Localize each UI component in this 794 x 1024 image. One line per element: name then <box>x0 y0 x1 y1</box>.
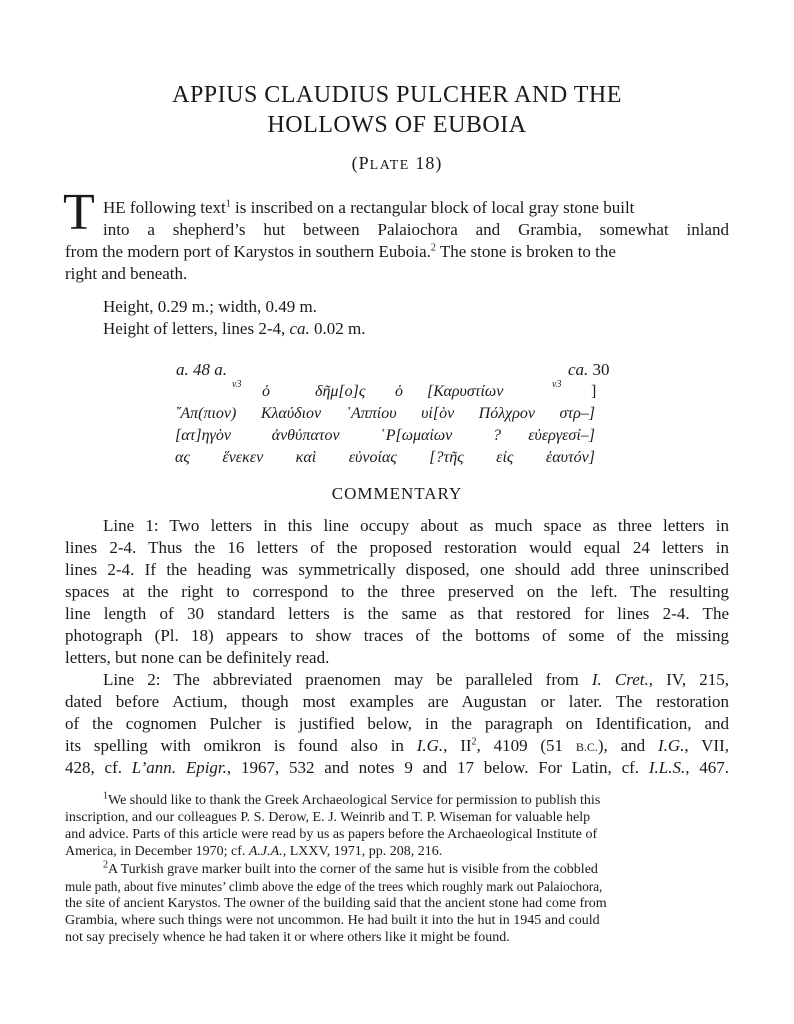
plate-number: 18) <box>409 153 443 173</box>
commentary-line: letters, but none can be definitely read. <box>65 648 330 667</box>
commentary-text: , IV, 215, <box>648 670 729 689</box>
footnote-line <box>65 843 729 860</box>
commentary-text: Line 2: The abbreviated praenomen may be paralleled from <box>103 670 592 689</box>
vacat-left: v3 <box>232 379 242 390</box>
intro-line-4: right and beneath. <box>65 264 188 283</box>
commentary-line <box>65 757 729 779</box>
inscription-count: 30 <box>588 360 610 379</box>
commentary-line: dated before Actium, though most examples are Augustan or later. The restoration <box>65 692 729 711</box>
article-title-line-1: APPIUS CLAUDIUS PULCHER AND THE <box>172 82 622 108</box>
intro-line-3 <box>65 241 616 263</box>
superscript: 2 <box>471 736 477 748</box>
intro-text: from the modern port of Karystos in southern Euboia. <box>65 242 431 261</box>
plate-open: (P <box>351 153 370 173</box>
footnote-ref-1: 1 <box>225 198 231 210</box>
dimensions-text: 0.02 m. <box>309 319 366 338</box>
citation-ann-epigr: L’ann. Epigr. <box>131 758 227 777</box>
inscription-row-4: ας ἕνεκεν καὶ εὐνοίας [?τῆς εἰς ἑαυτόν] <box>175 449 595 466</box>
footnote-number: 1 <box>103 790 108 802</box>
intro-line-2: into a shepherd’s hut between Palaiochora and Grambia, somewhat inland <box>103 220 729 239</box>
commentary-text: , 4109 (51 <box>476 736 576 755</box>
footnote-text: We should like to thank the Greek Archaeological Service for permission to publish this <box>108 793 601 808</box>
footnote-number: 2 <box>103 859 108 871</box>
commentary-line <box>65 735 729 758</box>
footnote-ref-2: 2 <box>430 242 436 254</box>
commentary-text: , 467. <box>685 758 729 777</box>
footnote-line <box>103 792 729 809</box>
commentary-line: line length of 30 standard letters is the same as that restored for lines 2-4. The <box>65 604 729 623</box>
commentary-text: ), and <box>597 736 658 755</box>
intro-text: The stone is broken to the <box>435 242 616 261</box>
commentary-text: , 1967, 532 and notes 9 and 17 below. For Latin, cf. <box>226 758 649 777</box>
footnote-line: mule path, about five minutes’ climb above the edge of the trees which roughly mark out Palaiochora, <box>65 879 603 894</box>
commentary-heading: COMMENTARY <box>331 484 463 503</box>
citation-aja: A.J.A. <box>248 844 283 859</box>
commentary-line: lines 2-4. If the heading was symmetrically disposed, one should add three uninscribed <box>65 560 729 579</box>
intro-text: is inscribed on a rectangular block of local gray stone built <box>230 198 635 217</box>
commentary-line: lines 2-4. Thus the 16 letters of the proposed restoration would equal 24 letters in <box>65 538 729 557</box>
inscription-word: [Καρυστίων <box>427 383 504 400</box>
footnote-text: A Turkish grave marker built into the corner of the same hut is visible from the cobbled <box>108 862 598 877</box>
citation-ig: I.G. <box>657 736 685 755</box>
plate-reference <box>0 153 794 174</box>
commentary-line: spaces at the right to correspond to the three preserved on the left. The resulting <box>65 582 729 601</box>
footnote-line: Grambia, where such things were not uncommon. He had built it into the hut in 1945 and could <box>65 913 600 928</box>
dimensions-line-2 <box>103 318 366 340</box>
commentary-line: of the cognomen Pulcher is justified below, in the paragraph on Identification, and <box>65 714 729 733</box>
intro-line-1 <box>103 197 634 219</box>
commentary-text: 428, cf. <box>65 758 132 777</box>
footnote-text: America, in December 1970; cf. <box>65 844 249 859</box>
commentary-line: Line 1: Two letters in this line occupy about as much space as three letters in <box>103 516 729 535</box>
inscription-header-left: a. 48 a. <box>176 360 227 379</box>
plate-caps: LATE <box>369 158 410 173</box>
commentary-text: , II <box>443 736 472 755</box>
commentary-text: , VII, <box>684 736 729 755</box>
inscription-word: δῆμ[ο]ς <box>315 383 366 400</box>
footnote-line: and advice. Parts of this article were read by us as papers before the Archaeological Institute of <box>65 827 598 842</box>
citation-ig: I.G. <box>416 736 444 755</box>
inscription-ca: ca. <box>568 360 589 379</box>
inscription-row-3: [ατ]ηγὸν ἀνθύπατον ῾Ρ[ωμαίων ? εὐεργεσί–] <box>175 427 595 444</box>
inscription-bracket: ] <box>591 383 597 400</box>
inscription-row-2: ῎Απ(πιον) Κλαύδιον ᾿Αππίου υἱ[ὸν Πόλχρον στρ–] <box>175 405 595 422</box>
drop-cap: T <box>63 184 95 241</box>
citation-ils: I.L.S. <box>648 758 686 777</box>
footnote-line: inscription, and our colleagues P. S. Derow, E. J. Weinrib and T. P. Wiseman for valuable help <box>65 810 591 825</box>
intro-text: HE following text <box>103 198 226 217</box>
commentary-text: its spelling with omikron is found also in <box>65 736 417 755</box>
footnote-text: , LXXV, 1971, pp. 208, 216. <box>282 844 443 859</box>
dimensions-text: Height of letters, lines 2-4, <box>103 319 290 338</box>
small-caps-bc: B.C. <box>575 740 598 754</box>
article-title-line-2: HOLLOWS OF EUBOIA <box>267 112 527 138</box>
footnote-line: not say precisely whence he had taken it or where others like it might be found. <box>65 930 510 945</box>
footnote-line: the site of ancient Karystos. The owner of the building said that the ancient stone had come from <box>65 896 607 911</box>
dimensions-ca: ca. <box>289 319 310 338</box>
inscription-header-right <box>568 359 610 381</box>
commentary-line <box>103 669 729 691</box>
footnote-line <box>103 861 729 878</box>
citation-i-cret: I. Cret. <box>591 670 649 689</box>
dimensions-line-1: Height, 0.29 m.; width, 0.49 m. <box>103 297 317 316</box>
inscription-word: ὁ <box>262 383 270 400</box>
inscription-word: ὁ <box>395 383 403 400</box>
vacat-right: v3 <box>552 379 562 390</box>
commentary-line: photograph (Pl. 18) appears to show traces of the bottoms of some of the missing <box>65 626 729 645</box>
